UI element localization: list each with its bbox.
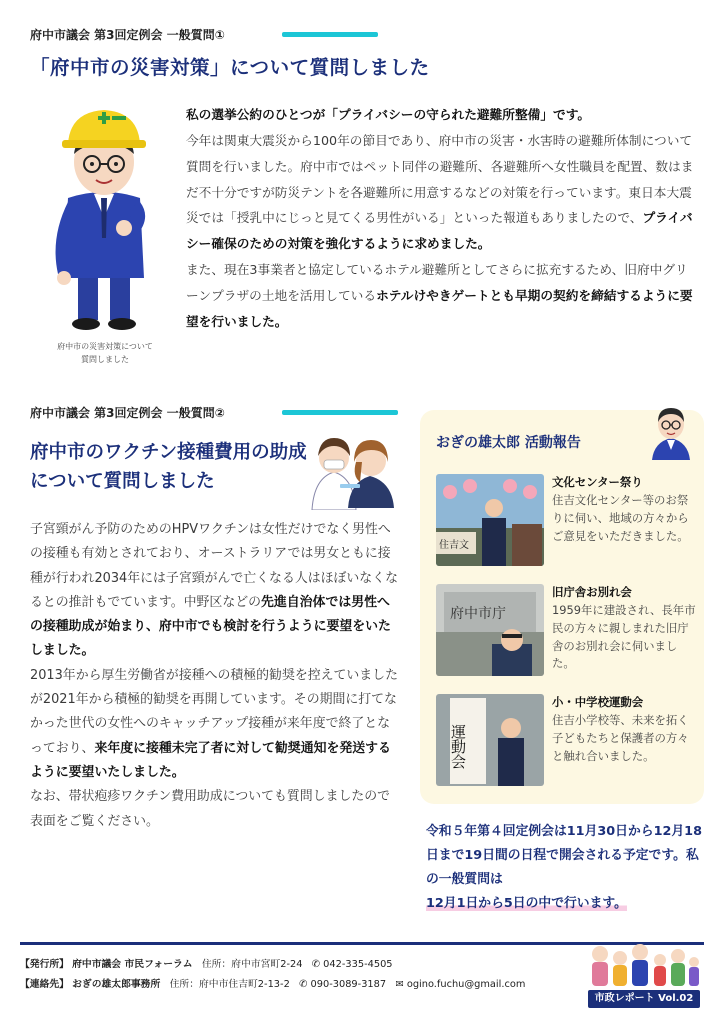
section1-title: 「府中市の災害対策」について質問しました [30, 56, 430, 79]
mail-icon: ✉ [395, 979, 404, 990]
volume-badge: 市政レポート Vol.02 [588, 990, 700, 1008]
section2-body: 子宮頸がん予防のためのHPVワクチンは女性だけでなく男性への接種も有効とされており、オーストラリアでは男女ともに接種が行われ2034年には子宮頸がんで亡くなる人はほぼいなくなるとの推計もでています。中野区などの先進自治体では男性への接種助成が始まり、府中市でも検討を行うように要望をいたしました。 2013年から厚生労働省が接種への積極的勧奨を控えていましたが2021年から積極的勧奨を再開しています。その期間に打てなかった世代の女性へのキャッチアップ接種が来年度で終了となっており、来年度に接種未完了者に対して勧奨通知を発送するように要望いたしました。 なお、帯状疱疹ワクチン費用助成についても質問しましたので表面をご覧ください。 [30, 522, 398, 829]
photo-sports-day [436, 694, 544, 786]
item3-desc: 住吉小学校等、未来を拓く子どもたちと保護者の方々と触れ合いました。 [552, 713, 689, 763]
photo-sign-text: 運動会 [449, 724, 467, 769]
worker-illustration [40, 98, 170, 338]
photo-sign-text: 住吉文 [439, 540, 469, 551]
family-illustration [588, 940, 700, 990]
section2-title: 府中市のワクチン接種費用の助成について質問しました [30, 442, 307, 492]
activity-report-title: おぎの雄太郎 活動報告 [436, 435, 581, 451]
footer-publisher: 【発行所】 府中市議会 市民フォーラム 住所：府中市宮町2-24 ✆ 042-335-4505 [20, 959, 393, 970]
politician-avatar [648, 402, 694, 460]
section2-accent-bar [282, 410, 398, 415]
phone-icon: ✆ [311, 959, 321, 970]
section1-label: 府中市議会 第3回定例会 一般質問① [30, 28, 225, 42]
section2-label: 府中市議会 第3回定例会 一般質問② [30, 406, 225, 420]
phone-icon: ✆ [299, 979, 308, 990]
section1-lead: 私の選挙公約のひとつが「プライバシーの守られた避難所整備」です。 [186, 107, 591, 122]
photo-old-hall [436, 584, 544, 676]
item1-title: 文化センター祭り [552, 475, 643, 489]
photo-sign-text: 府中市庁 [450, 606, 506, 622]
item2-desc: 1959年に建設され、長年市民の方々に親しまれた旧庁舎のお別れ会に伺いました。 [552, 603, 696, 671]
footer-contact: 【連絡先】 おぎの雄太郎事務所 住所：府中市住吉町2-13-2 ✆ 090-3089-3187 ✉ ogino.fuchu@gmail.com [20, 979, 526, 990]
item1-desc: 住吉文化センター等のお祭りに伺い、地域の方々からご意見をいただきました。 [552, 493, 689, 543]
illustration-caption: 府中市の災害対策について 質問しました [57, 342, 153, 364]
item2-title: 旧庁舎お別れ会 [552, 585, 632, 599]
item3-title: 小・中学校運動会 [552, 695, 644, 709]
session-notice: 令和５年第４回定例会は11月30日から12月18日まで19日間の日程で開会される予定です。私の一般質問は 12月1日から5日の中で行います。 [426, 824, 702, 911]
photo-culture-festival [436, 474, 544, 566]
section1-body: 今年は関東大震災から100年の節目であり、府中市の災害・水害時の避難所体制について質問を行いました。府中市ではペット同伴の避難所、各避難所へ女性職員を配置、数はまだ不十分ですが防災テントを各避難所に用意するなどの対策を行っています。東日本大震災では「授乳中にじっと見てくる男性がいる」といった報道もありましたので、プライバシー確保のための対策を強化するように求めました。 また、現在3事業者と協定しているホテル避難所としてさらに拡充するため、旧府中グリーンプラザの土地を活用しているホテルけやきゲートとも早期の契約を締結するように要望を行いました。 [186, 133, 694, 329]
section1-accent-bar [282, 32, 378, 37]
vaccine-illustration [304, 428, 400, 510]
